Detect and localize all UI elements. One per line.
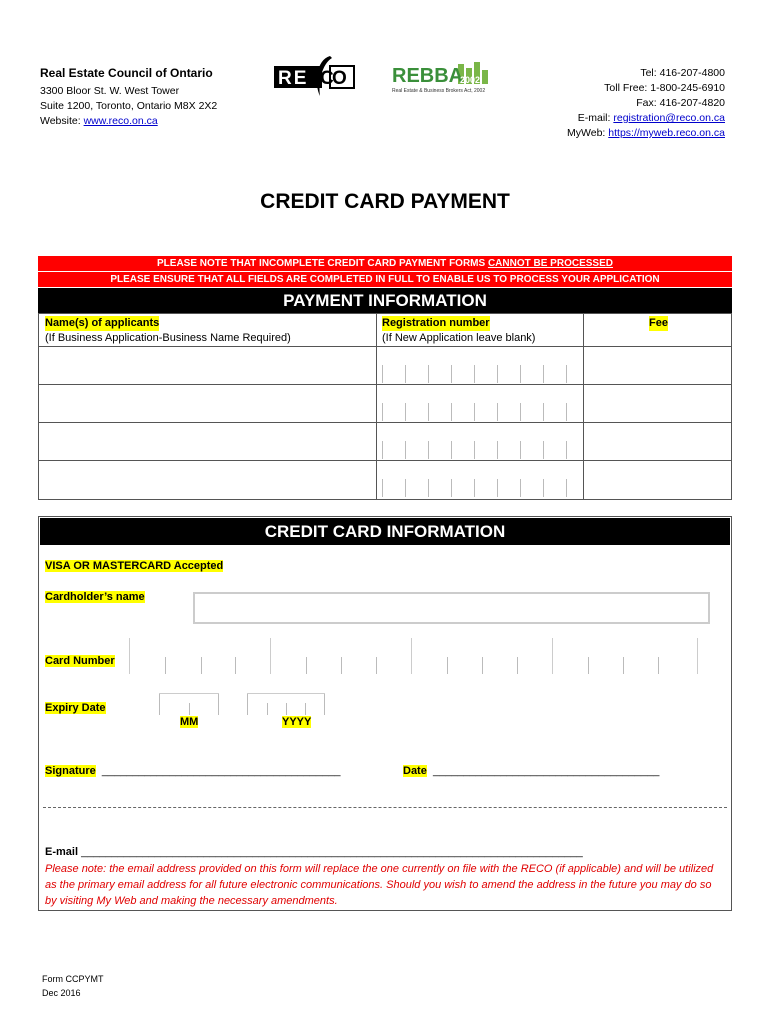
accepted-cards-note: VISA OR MASTERCARD Accepted <box>45 560 224 572</box>
registration-number-field-2[interactable] <box>377 385 583 422</box>
expiry-year-input[interactable] <box>247 693 325 715</box>
rebba-logo <box>392 62 492 96</box>
svg-text:RE: RE <box>278 68 309 89</box>
col-names-label: Name(s) of applicants <box>45 317 160 329</box>
form-id: Form CCPYMT <box>42 974 104 984</box>
email-line <box>567 111 725 126</box>
col-reg-label: Registration number <box>382 317 490 329</box>
date-row <box>403 765 659 777</box>
yyyy-label: YYYY <box>282 716 312 728</box>
svg-text:Real Estate & Business Brokers: Real Estate & Business Brokers Act, 2002 <box>392 88 486 94</box>
notice-line-1-prefix: PLEASE NOTE THAT INCOMPLETE CREDIT CARD PAYMENT FORMS <box>157 258 488 269</box>
notice-line-1 <box>38 256 732 271</box>
registration-number-field-3[interactable] <box>377 423 583 460</box>
payment-table <box>38 313 732 500</box>
signature-label: Signature <box>45 765 96 777</box>
fee-field-1[interactable] <box>584 347 731 384</box>
page-title: CREDIT CARD PAYMENT <box>260 190 510 213</box>
applicant-name-field-2[interactable] <box>39 385 376 422</box>
svg-text:O: O <box>332 68 347 89</box>
cut-line-divider <box>43 807 727 808</box>
email-row <box>45 846 583 858</box>
registration-number-field-1[interactable] <box>377 347 583 384</box>
svg-text:2002: 2002 <box>460 75 481 85</box>
address-line-2: Suite 1200, Toronto, Ontario M8X 2X2 <box>40 100 218 112</box>
col-fee-label: Fee <box>649 317 668 329</box>
col-reg-note: (If New Application leave blank) <box>382 332 536 344</box>
svg-text:C: C <box>320 68 334 89</box>
notice-line-2: PLEASE ENSURE THAT ALL FIELDS ARE COMPLETED IN FULL TO ENABLE US TO PROCESS YOUR APPLICATION <box>38 272 732 287</box>
mm-label: MM <box>180 716 199 728</box>
org-name: Real Estate Council of Ontario <box>40 66 213 80</box>
fee-field-3[interactable] <box>584 423 731 460</box>
col-names-note: (If Business Application-Business Name Required) <box>45 332 291 344</box>
notice-line-1-emphasis: CANNOT BE PROCESSED <box>487 258 613 269</box>
date-line[interactable]: _____________________________________ <box>432 765 660 777</box>
credit-card-section <box>38 516 732 911</box>
website-label: Website: <box>40 115 81 127</box>
address-line-1: 3300 Bloor St. W. West Tower <box>40 85 180 97</box>
tel: Tel: 416-207-4800 <box>640 67 725 79</box>
footer <box>42 972 104 1000</box>
expiry-label: Expiry Date <box>45 702 106 714</box>
myweb-label: MyWeb: <box>567 127 606 139</box>
toll-free: Toll Free: 1-800-245-6910 <box>604 82 725 94</box>
col-reg-header <box>382 316 535 346</box>
signature-row <box>45 765 340 777</box>
applicant-name-field-3[interactable] <box>39 423 376 460</box>
cardholder-name-input[interactable] <box>193 592 710 624</box>
form-date: Dec 2016 <box>42 988 81 998</box>
contact-block <box>567 66 725 141</box>
card-number-label: Card Number <box>45 655 115 667</box>
cardholder-label: Cardholder’s name <box>45 591 145 603</box>
website-line <box>40 114 217 129</box>
payment-heading: PAYMENT INFORMATION <box>38 288 732 313</box>
fee-field-4[interactable] <box>584 461 731 499</box>
col-names-header <box>45 316 291 346</box>
org-address-block <box>40 66 217 129</box>
applicant-name-field-1[interactable] <box>39 347 376 384</box>
expiry-month-input[interactable] <box>159 693 219 715</box>
email-note: Please note: the email address provided on this form will replace the one currently on file with the RECO (if applicable) and will be utilized as the primary email address for all future electronic communications. Should you wish to amend the address in the future you may do so by visiting My Web and making the necessary amendments. <box>45 863 714 907</box>
myweb-link[interactable]: https://myweb.reco.on.ca <box>608 127 725 139</box>
fee-field-2[interactable] <box>584 385 731 422</box>
fax: Fax: 416-207-4820 <box>636 97 725 109</box>
email-label: E-mail: <box>577 112 611 124</box>
email-field-line[interactable]: __________________________________________________________________________________ <box>81 846 583 858</box>
credit-card-heading: CREDIT CARD INFORMATION <box>40 518 730 545</box>
myweb-line <box>567 126 725 141</box>
date-label: Date <box>403 765 427 777</box>
reco-logo <box>272 52 356 98</box>
signature-line[interactable]: _______________________________________ <box>101 765 341 777</box>
website-link[interactable]: www.reco.on.ca <box>83 115 158 127</box>
email-field-label: E-mail <box>45 846 79 858</box>
svg-text:REBBA: REBBA <box>392 65 464 87</box>
registration-number-field-4[interactable] <box>377 461 583 499</box>
email-link[interactable]: registration@reco.on.ca <box>613 112 725 124</box>
applicant-name-field-4[interactable] <box>39 461 376 499</box>
card-number-input[interactable] <box>125 635 705 675</box>
